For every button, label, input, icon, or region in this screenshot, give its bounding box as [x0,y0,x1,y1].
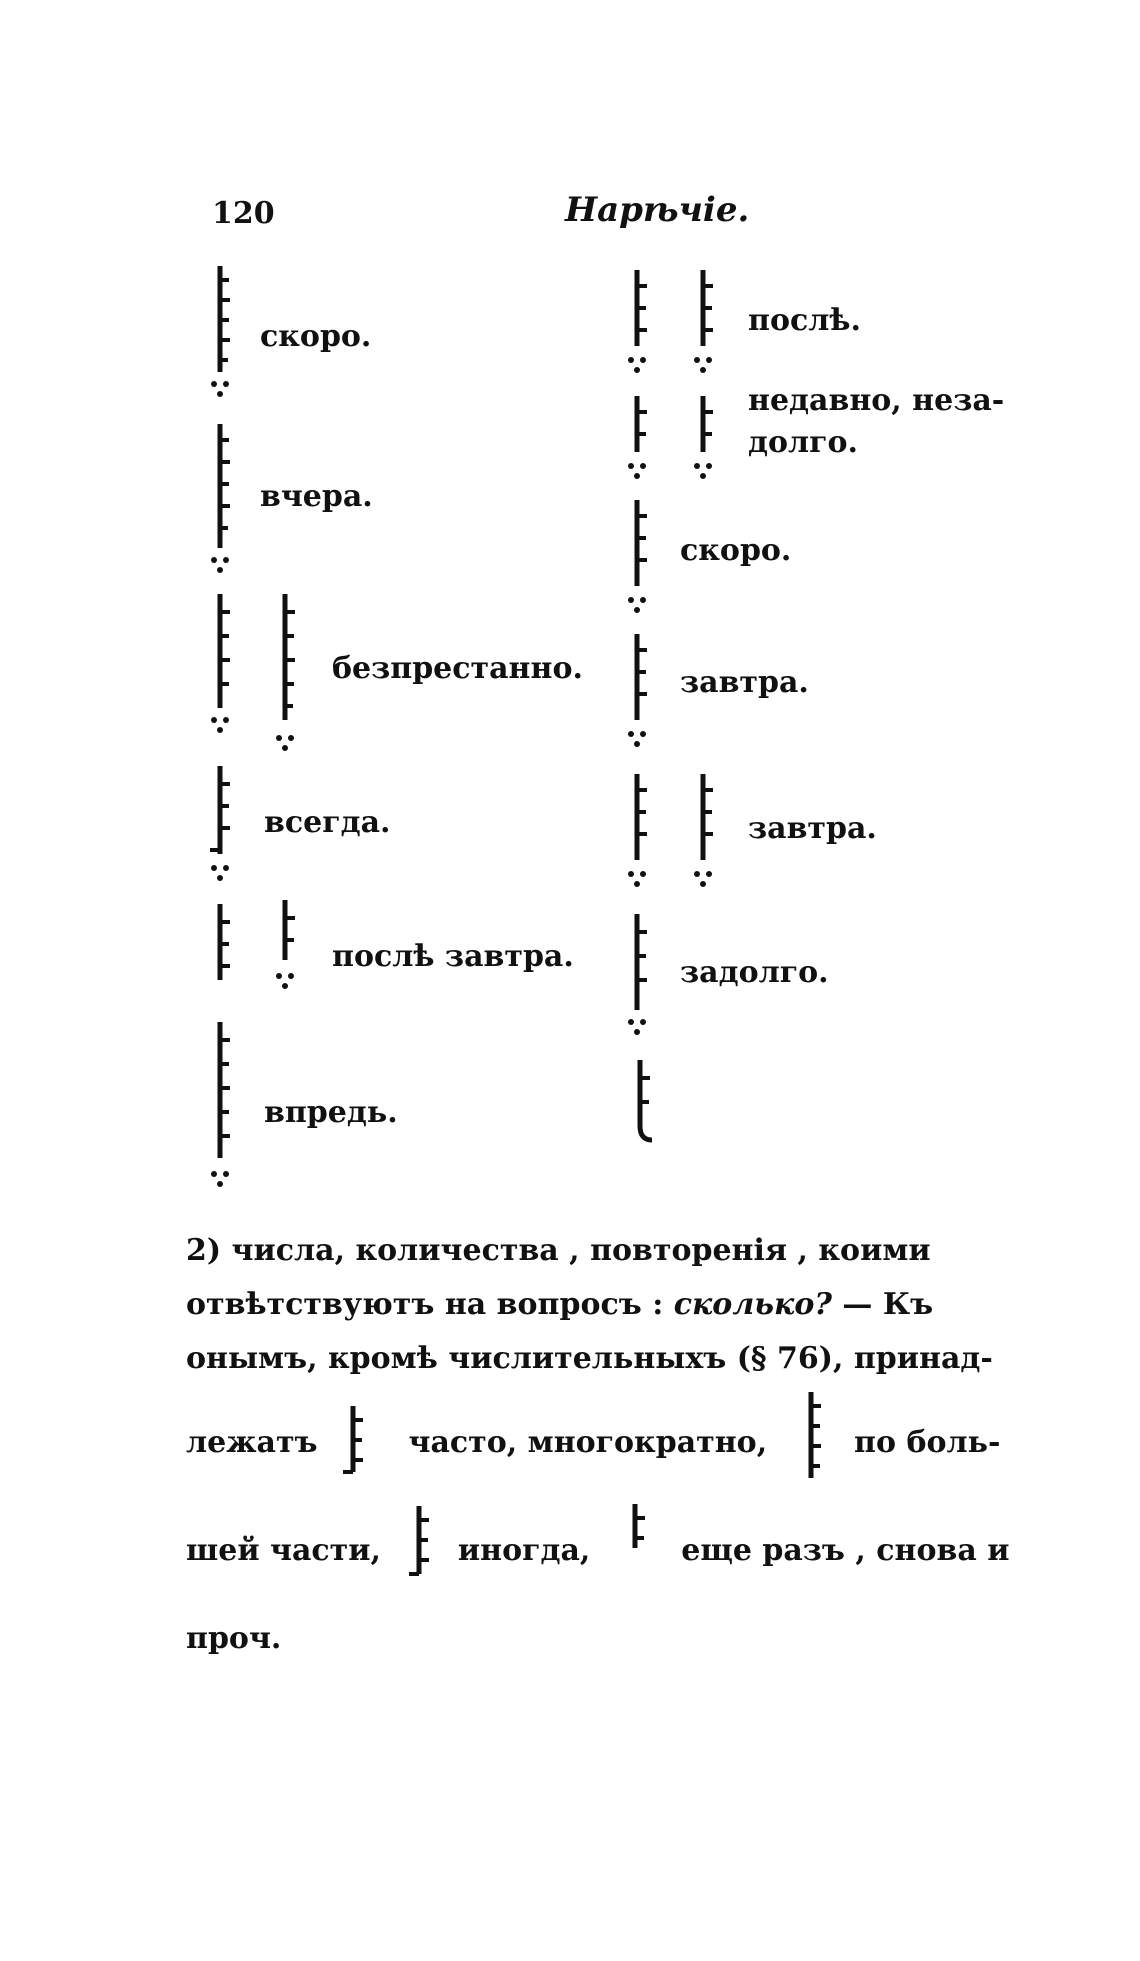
paragraph-line: проч. [186,1621,282,1656]
gloss-right-3: скоро. [680,533,792,568]
manchu-word-glyph [688,266,718,376]
paragraph-line: онымъ, кромѣ числительныхъ (§ 76), принад- [186,1341,993,1376]
gloss-left-5: послѣ завтра. [332,939,574,974]
manchu-word-glyph [688,770,718,890]
paragraph-text: иногда, [457,1533,591,1568]
paragraph-line [186,1425,1026,1460]
manchu-inline-glyph [338,1402,368,1496]
manchu-word-glyph [622,392,652,482]
gloss-right-5: завтра. [748,811,877,846]
manchu-word-glyph [622,630,652,750]
manchu-inline-glyph [620,1500,650,1574]
gloss-right-1: послѣ. [748,303,861,338]
manchu-word-glyph [622,770,652,890]
page-title: Нарѣчіе. [565,190,750,230]
question-italic: сколько? [673,1287,832,1322]
gloss-right-2-cont: долго. [748,425,858,460]
manchu-word-glyph [200,900,230,1010]
manchu-inline-glyph [404,1502,434,1596]
manchu-word-glyph [205,590,235,740]
manchu-word-glyph [622,496,652,616]
paragraph-text: по боль- [854,1425,1001,1460]
paragraph-text: отвѣтствуютъ на вопросъ : [186,1287,674,1322]
paragraph-line [186,1533,1026,1568]
paragraph-text: часто, многократно, [408,1425,768,1460]
gloss-right-2: недавно, неза- [748,383,1005,418]
paragraph-text: еще разъ , снова и [681,1533,1010,1568]
manchu-word-glyph [270,590,300,760]
gloss-left-2: вчера. [260,479,373,514]
manchu-word-glyph [205,420,235,580]
manchu-inline-glyph [796,1388,826,1502]
gloss-left-3: безпрестанно. [332,651,583,686]
gloss-right-6: задолго. [680,955,829,990]
paragraph-line: 2) числа, количества , повторенія , коими [186,1233,931,1268]
manchu-word-glyph [622,266,652,376]
manchu-word-glyph [622,1056,652,1156]
manchu-word-glyph [270,896,300,996]
paragraph-text: шей части, [186,1533,381,1568]
gloss-left-1: скоро. [260,319,372,354]
manchu-word-glyph [200,762,230,882]
page-number: 120 [212,196,275,231]
paragraph-text: — Къ [831,1287,934,1322]
paragraph-text: лежатъ [186,1425,318,1460]
gloss-right-4: завтра. [680,665,809,700]
paragraph-line [186,1287,1026,1322]
manchu-word-glyph [205,1018,235,1193]
manchu-word-glyph [622,910,652,1040]
gloss-left-4: всегда. [264,805,391,840]
manchu-word-glyph [688,392,718,482]
manchu-word-glyph [205,262,235,402]
gloss-left-6: впредь. [264,1095,398,1130]
